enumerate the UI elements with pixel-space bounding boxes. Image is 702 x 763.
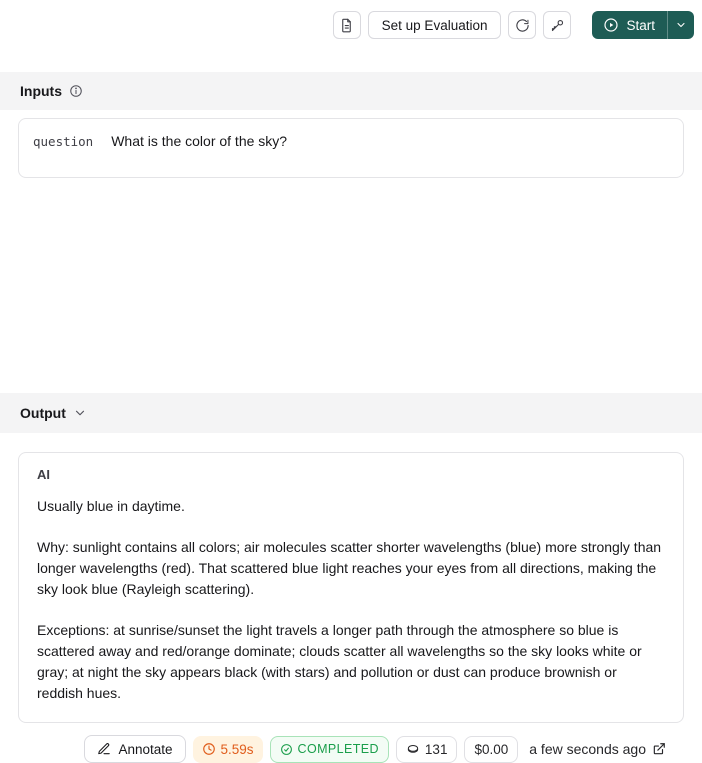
inputs-section-body [0,110,702,393]
token-count-badge [396,736,458,763]
input-field-key: question [33,134,94,149]
status-value: COMPLETED [297,742,379,756]
refresh-button[interactable] [508,11,536,39]
ai-role-label: AI [37,467,50,482]
document-icon [339,18,354,33]
toolbar [0,0,702,72]
run-metadata-row [18,735,684,763]
inputs-title: Inputs [20,83,62,99]
pencil-icon [97,742,111,756]
timestamp-value: a few seconds ago [529,741,646,757]
output-section-header[interactable] [0,393,702,433]
start-label: Start [626,17,655,33]
start-button[interactable] [592,11,694,39]
token-coin-icon [406,742,420,756]
token-count-value: 131 [424,741,448,757]
cost-badge [464,736,518,763]
key-icon [550,18,565,33]
refresh-icon [515,18,530,33]
ai-message-paragraph: Why: sunlight contains all colors; air molecules scatter shorter wavelengths (blue) more strongly than longer wavelengths (red). That scattered blue light reaches your eyes from all directions, making the sky look blue (Rayleigh scattering). [37,539,662,597]
clock-icon [202,742,216,756]
start-dropdown-toggle[interactable] [667,11,694,39]
ai-message-paragraph: Usually blue in daytime. [37,498,185,514]
play-circle-icon [603,17,619,33]
api-key-button[interactable] [543,11,571,39]
run-timestamp [529,741,666,757]
check-circle-icon [280,743,293,756]
annotate-button[interactable] [84,735,185,763]
view-document-button[interactable] [333,11,361,39]
external-link-icon[interactable] [652,742,666,756]
collapse-chevron-down-icon[interactable] [73,406,87,420]
cost-value: $0.00 [474,741,509,757]
output-section-body [0,433,702,763]
ai-message-paragraph: Exceptions: at sunrise/sunset the light travels a longer path through the atmosphere so blue is scattered away and red/orange dominate; clouds scatter all wavelengths so the sky looks white or gray; at night the sky appears black (with stars) and pollution or dust can produce brownish or reddish hues. [37,622,642,701]
status-badge [270,736,389,763]
ai-message-card [18,452,684,723]
output-title: Output [20,405,66,421]
setup-evaluation-button[interactable] [368,11,502,39]
input-field-value: What is the color of the sky? [111,133,288,149]
latency-badge [193,736,263,763]
chevron-down-icon [675,19,687,31]
input-field-card[interactable] [18,118,684,178]
inputs-section-header [0,72,702,110]
annotate-label: Annotate [118,741,173,757]
setup-evaluation-label: Set up Evaluation [381,17,488,33]
latency-value: 5.59s [220,741,254,757]
info-icon[interactable] [69,84,83,98]
